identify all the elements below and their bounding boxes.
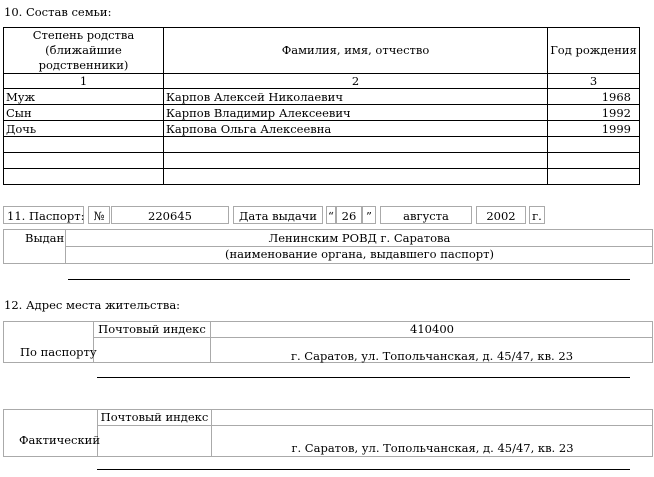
year-cell: 1968: [548, 89, 640, 105]
year-cell: [548, 137, 640, 153]
section-11-title: 11. Паспорт:: [3, 206, 84, 224]
family-table-header: [4, 28, 640, 74]
by-passport-label: По паспорту: [20, 345, 97, 359]
issue-year-field[interactable]: 2002: [476, 206, 526, 224]
year-cell: 1999: [548, 121, 640, 137]
section-10-title: 10. Состав семьи:: [4, 5, 112, 19]
issue-date-label: Дата выдачи: [233, 206, 323, 224]
year-cell: [548, 153, 640, 169]
table-row: [4, 105, 640, 121]
relation-cell: Дочь: [4, 121, 164, 137]
table-row: [4, 89, 640, 105]
table-row: [4, 121, 640, 137]
issue-day-field[interactable]: 26: [336, 206, 362, 224]
issue-month-field[interactable]: августа: [380, 206, 472, 224]
relation-cell: Муж: [4, 89, 164, 105]
year-cell: [548, 169, 640, 185]
table-row: [4, 153, 640, 169]
family-table: [3, 27, 640, 185]
postal-code-field[interactable]: 410400: [410, 322, 454, 336]
separator-line: [97, 377, 630, 378]
relation-cell: [4, 169, 164, 185]
name-cell: [164, 169, 548, 185]
relation-cell: [4, 153, 164, 169]
name-cell: Карпова Ольга Алексеевна: [164, 121, 548, 137]
header-year: Год рождения: [548, 28, 640, 74]
actual-label: Фактический: [19, 433, 100, 447]
family-table-column-numbers: [4, 74, 640, 89]
name-cell: [164, 153, 548, 169]
column-number: 1: [4, 74, 164, 89]
passport-number-label: №: [88, 206, 110, 224]
postal-code-label: Почтовый индекс: [98, 322, 206, 336]
name-cell: [164, 137, 548, 153]
year-cell: 1992: [548, 105, 640, 121]
issued-by-value[interactable]: Ленинским РОВД г. Саратова: [268, 231, 451, 245]
relation-cell: [4, 137, 164, 153]
separator-line: [68, 279, 630, 280]
header-name: Фамилия, имя, отчество: [164, 28, 548, 74]
close-quote: ”: [362, 206, 376, 224]
address-actual-row-divider: [97, 425, 653, 426]
relation-cell: Сын: [4, 105, 164, 121]
column-number: 2: [164, 74, 548, 89]
year-suffix: г.: [529, 206, 545, 224]
open-quote: “: [326, 206, 336, 224]
column-number: 3: [548, 74, 640, 89]
table-row: [4, 169, 640, 185]
address-by-passport-row-divider: [93, 337, 653, 338]
header-relation: Степень родства (ближайшие родственники): [4, 28, 164, 74]
issued-by-hint: (наименование органа, выдавшего паспорт): [224, 247, 495, 261]
name-cell: Карпов Владимир Алексеевич: [164, 105, 548, 121]
address-field[interactable]: г. Саратов, ул. Топольчанская, д. 45/47, кв. 23: [290, 349, 574, 363]
separator-line: [97, 469, 630, 470]
table-row: [4, 137, 640, 153]
address-field[interactable]: г. Саратов, ул. Топольчанская, д. 45/47, кв. 23: [291, 441, 574, 455]
passport-number-field[interactable]: 220645: [111, 206, 229, 224]
issued-by-label: Выдан: [25, 231, 65, 245]
name-cell: Карпов Алексей Николаевич: [164, 89, 548, 105]
postal-code-label: Почтовый индекс: [100, 410, 209, 424]
section-12-title: 12. Адрес места жительства:: [4, 298, 181, 312]
